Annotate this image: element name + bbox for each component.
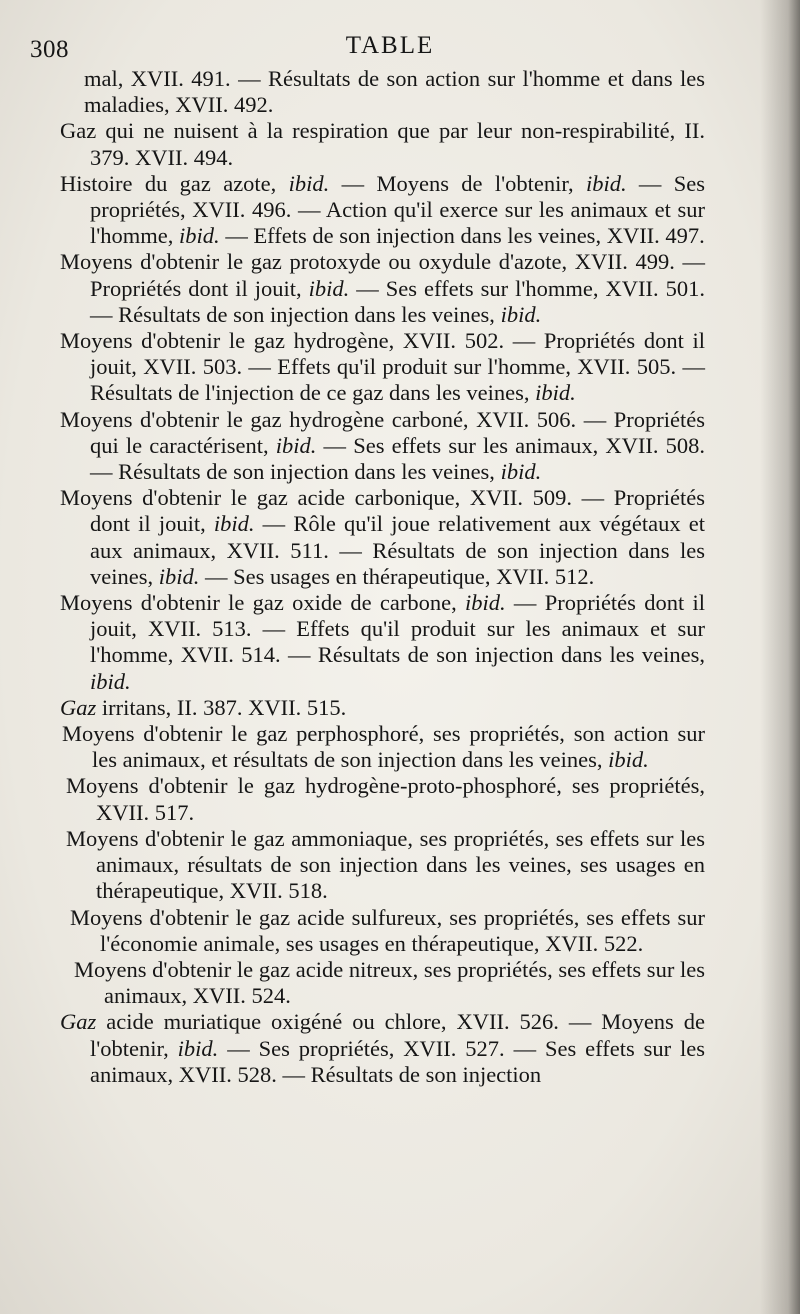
index-text [60, 66, 705, 1088]
index-entry: Histoire du gaz azote, ibid. — Moyens de l'obtenir, ibid. — Ses propriétés, XVII. 496. — Action qu'il exerce sur les animaux et sur l'homme, ibid. — Effets de son injection dans les veines, XVII. 497. [60, 170, 706, 249]
index-entry: Moyens d'obtenir le gaz acide carbonique, XVII. 509. — Propriétés dont il jouit, ibid. — Rôle qu'il joue relativement aux végétaux et aux animaux, XVII. 511. — Résultats de son injection dans les veines, ibid. — Ses usages en thérapeutique, XVII. 512. [60, 485, 705, 589]
index-entry: Moyens d'obtenir le gaz oxide de carbone, ibid. — Propriétés dont il jouit, XVII. 513. — Effets qu'il produit sur les animaux et sur l'homme, XVII. 514. — Résultats de son injection dans les veines, ibid. [60, 590, 705, 694]
page-gutter-shadow [760, 0, 800, 1314]
page-header [30, 32, 750, 68]
index-entry: mal, XVII. 491. — Résultats de son action sur l'homme et dans les maladies, XVII. 492. [84, 66, 705, 118]
index-entry: Moyens d'obtenir le gaz ammoniaque, ses propriétés, ses effets sur les animaux, résultats de son injection dans les veines, ses usages en thérapeutique, XVII. 518. [66, 825, 705, 904]
index-entry: Gaz irritans, II. 387. XVII. 515. [60, 694, 347, 720]
index-entry: Gaz qui ne nuisent à la respiration que par leur non-respirabilité, II. 379. XVII. 494. [60, 118, 705, 170]
running-title: TABLE [345, 32, 435, 59]
index-entry: Moyens d'obtenir le gaz hydrogène carboné, XVII. 506. — Propriétés qui le caractérisent, ibid. — Ses effets sur les animaux, XVII. 508. — Résultats de son injection dans les veines, ibid. [60, 406, 705, 485]
index-entry: Moyens d'obtenir le gaz hydrogène, XVII. 502. — Propriétés dont il jouit, XVII. 503. — Effets qu'il produit sur l'homme, XVII. 505. — Résultats de l'injection de ce gaz dans les veines, ibid. [60, 328, 705, 406]
index-entry: Moyens d'obtenir le gaz acide sulfureux, ses propriétés, ses effets sur l'économie animale, ses usages en thérapeutique, XVII. 522. [70, 904, 705, 956]
index-entry: Moyens d'obtenir le gaz perphosphoré, ses propriétés, son action sur les animaux, et résultats de son injection dans les veines, ibid. [62, 721, 705, 773]
index-entry: Moyens d'obtenir le gaz protoxyde ou oxydule d'azote, XVII. 499. — Propriétés dont il jouit, ibid. — Ses effets sur l'homme, XVII. 501. — Résultats de son injection dans les veines, ibid. [60, 249, 705, 327]
index-entry: Moyens d'obtenir le gaz acide nitreux, ses propriétés, ses effets sur les animaux, XVII. 524. [74, 956, 705, 1009]
page-number: 308 [30, 36, 69, 63]
index-entry: Gaz acide muriatique oxigéné ou chlore, XVII. 526. — Moyens de l'obtenir, ibid. — Ses propriétés, XVII. 527. — Ses effets sur les animaux, XVII. 528. — Résultats de son injection [60, 1009, 705, 1087]
index-entry: Moyens d'obtenir le gaz hydrogène-proto-phosphoré, ses propriétés, XVII. 517. [66, 773, 705, 825]
